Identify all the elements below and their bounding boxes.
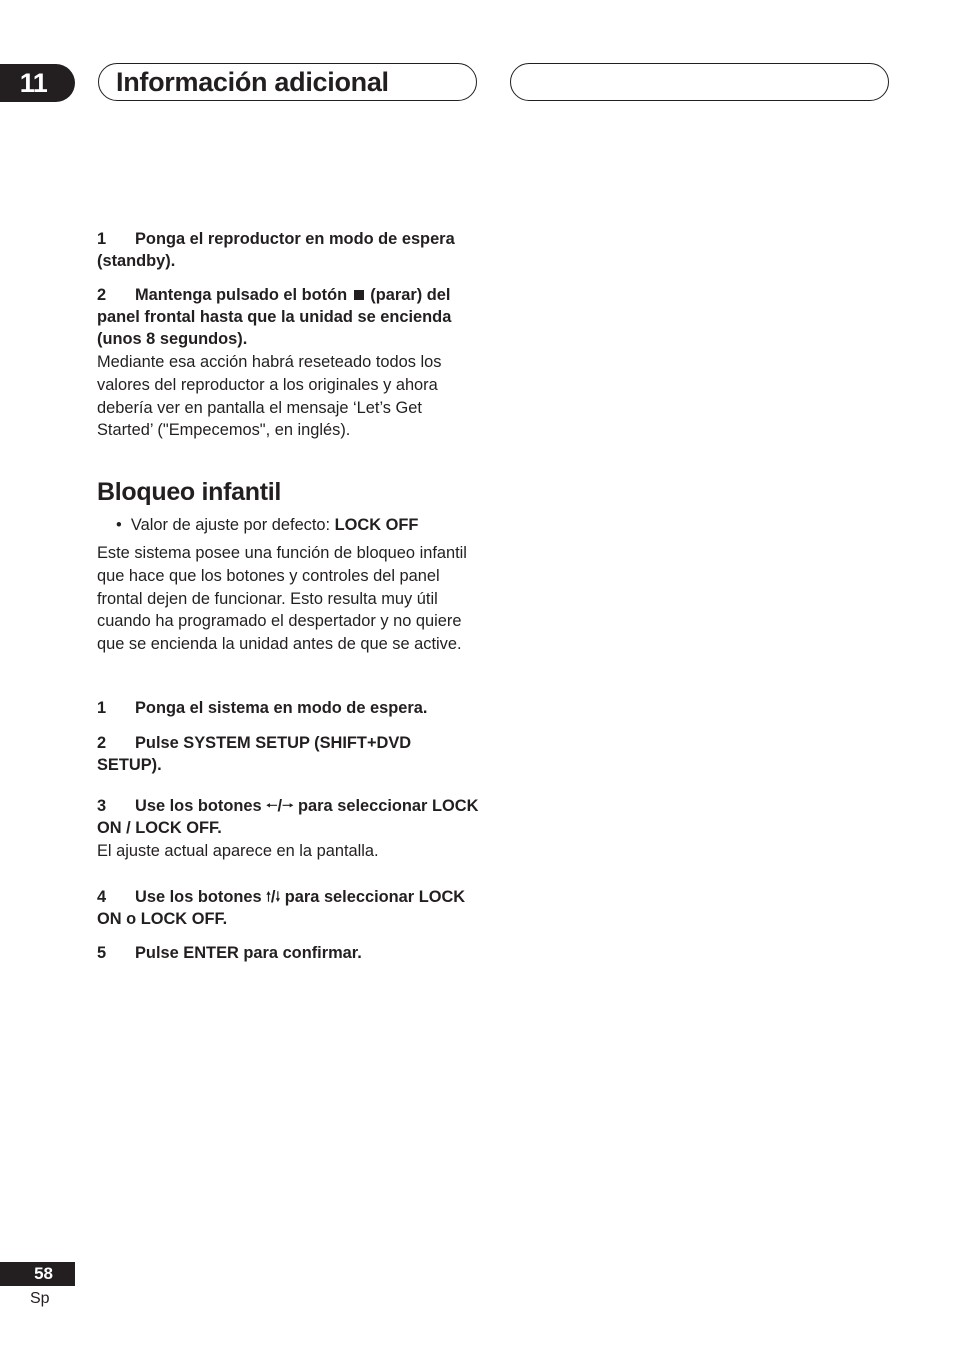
section-title: Bloqueo infantil [97, 478, 282, 506]
step-text-part1: Mantenga pulsado el botón [135, 286, 348, 304]
step-number: 2 [97, 734, 107, 752]
step-number: 4 [97, 888, 107, 906]
lock-step-5 [97, 942, 482, 964]
right-arrow-icon: 🠒 [282, 798, 294, 813]
stop-icon [354, 290, 364, 300]
chapter-number-tab [0, 64, 75, 102]
default-value-bullet [97, 514, 482, 536]
down-arrow-icon: 🠓 [275, 889, 281, 904]
step-text-part1: Use los botones [135, 888, 262, 906]
bullet-icon: • [116, 516, 131, 534]
left-arrow-icon: 🠐 [266, 798, 278, 813]
lock-step-1 [97, 697, 482, 719]
step-text: Pulse SYSTEM SETUP (SHIFT+DVD SETUP). [97, 734, 412, 774]
step-text: Pulse ENTER para confirmar. [135, 944, 362, 962]
bullet-label: Valor de ajuste por defecto: [130, 516, 331, 534]
step-text-part1: Use los botones [135, 797, 262, 815]
step-number: 1 [97, 230, 107, 248]
lock-intro [97, 542, 467, 656]
lock-step-3: 3 Use los botones 🠐/🠒 para seleccionar LOCK ON / LOCK OFF. El ajuste actual aparece en la pantalla. [97, 795, 482, 863]
up-arrow-icon: 🠑 [266, 889, 271, 904]
step-text-part2: (parar) del panel frontal hasta que la unidad se encienda (unos 8 segundos). [97, 286, 452, 348]
step-number: 2 [97, 286, 107, 304]
lock-section [97, 478, 482, 507]
intro-text: Este sistema posee una función de bloqueo infantil que hace que los botones y controles del panel frontal dejen de funcionar. Esto resulta muy útil cuando ha programado el despertador y no quiere que se encienda la unidad antes de que se active. [97, 544, 467, 654]
step-description: El ajuste actual aparece en la pantalla. [97, 842, 379, 860]
step-description: Mediante esa acción habrá reseteado todos los valores del reproductor a los originales y ahora debería ver en pantalla el mensaje ‘Let’s Get Started’ ("Empecemos", en inglés). [97, 353, 442, 440]
step-text: Ponga el sistema en modo de espera. [135, 699, 428, 717]
lock-step-4: 4 Use los botones 🠑/🠓 para seleccionar LOCK ON o LOCK OFF. [97, 888, 466, 928]
chapter-number: 11 [19, 68, 48, 98]
reset-step-1 [97, 228, 482, 272]
step-number: 5 [97, 944, 107, 962]
step-text: Ponga el reproductor en modo de espera (standby). [97, 230, 455, 270]
step-text-part2: para seleccionar LOCK ON / LOCK OFF. [97, 797, 479, 837]
bullet-value: LOCK OFF [334, 516, 419, 534]
reset-step-2 [97, 284, 482, 442]
lock-step-2 [97, 732, 442, 776]
chapter-title: Información adicional [116, 67, 389, 97]
step-number: 3 [97, 797, 107, 815]
step-number: 1 [97, 699, 107, 717]
empty-header-frame [510, 63, 889, 101]
language-code: Sp [30, 1290, 50, 1307]
step-text-part2: para seleccionar LOCK ON o LOCK OFF. [97, 888, 466, 928]
page-number: 58 [0, 1262, 75, 1286]
